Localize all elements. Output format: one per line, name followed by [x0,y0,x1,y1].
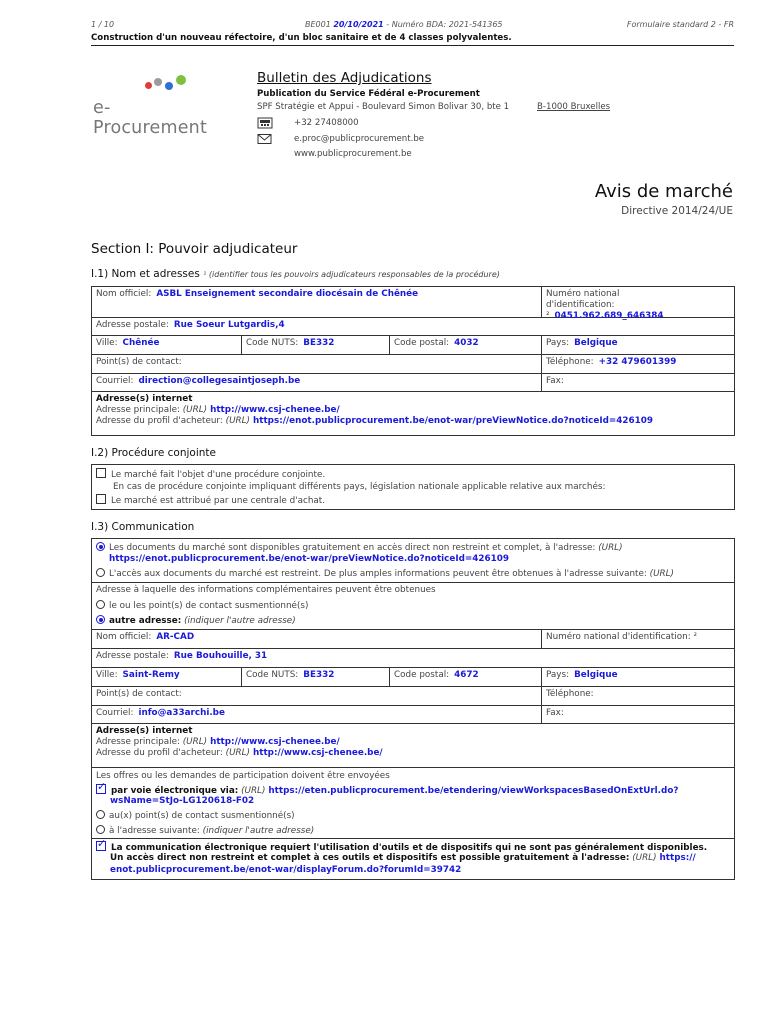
phone-cell: Téléphone: +32 479601399 [542,355,734,374]
electronic-tools-option[interactable]: ✓La communication électronique requiert l'utilisation d'outils et de dispositifs qui ne sont pas généralement disponibles. [96,841,707,853]
postal-address-cell: Adresse postale: Rue Soeur Lutgardis,4 [92,318,734,336]
i3-box [91,538,735,880]
notice-date: 20/10/2021 [333,20,384,29]
i3-heading: I.3) Communication [91,521,195,533]
i3-main-url-link[interactable]: http://www.csj-chenee.be/ [210,737,340,747]
internet-cell: Adresse(s) internet Adresse principale: (URL) http://www.csj-chenee.be/ Adresse du profil d'acheteur: (URL) https://enot.publicprocurement.be/enot-war/preViewNotice.do?noticeId=426109 [96,394,654,426]
radio-selected-icon[interactable] [96,615,105,624]
central-purchase-option[interactable]: Le marché est attribué par une centrale d'achat. [96,494,325,506]
doc-free-option[interactable]: Les documents du marché sont disponibles gratuitement en accès direct non restreint et complet, à l'adresse: (URL) [96,542,623,553]
fax-cell: Fax: [542,374,734,392]
official-name: ASBL Enseignement secondaire diocésain de Chênée [156,289,419,299]
doc-restricted-option[interactable]: L'accès aux documents du marché est restreint. De plus amples informations peuvent être obtenues à l'adresse suivante: (URL) [96,568,674,579]
form-name: Formulaire standard 2 - FR [626,20,734,29]
page-header [91,20,734,29]
contract-title: Construction d'un nouveau réfectoire, d'un bloc sanitaire et de 4 classes polyvalentes. [91,33,734,46]
i3-nuts-cell: Code NUTS: BE332 [242,668,390,687]
checkbox-icon[interactable] [96,494,106,504]
radio-icon[interactable] [96,810,105,819]
i3-city-cell: Ville: Saint-Remy [92,668,242,687]
mail-icon [257,133,273,145]
radio-icon[interactable] [96,600,105,609]
checkbox-checked-icon[interactable] [96,784,106,794]
main-url-link[interactable]: http://www.csj-chenee.be/ [210,405,340,415]
offers-address-option[interactable]: à l'adresse suivante: (indiquer l'autre adresse) [96,825,314,836]
i3-official-name-cell: Nom officiel: AR-CAD [92,629,542,649]
i3-postal-address-cell: Adresse postale: Rue Bouhouille, 31 [92,649,734,668]
joint-procedure-option[interactable]: Le marché fait l'objet d'une procédure conjointe. [96,468,325,480]
info-contact-option[interactable]: le ou les point(s) de contact susmentionné(s) [96,600,308,611]
national-id: 0451.962.689_646384 [554,311,664,321]
city-cell: Ville: Chênée [92,336,242,355]
country-cell: Pays: Belgique [542,336,734,355]
postal-code-cell: Code postal: 4032 [390,336,542,355]
publisher: Publication du Service Fédéral e-Procurement [257,89,480,99]
doc-free-url[interactable]: https://enot.publicprocurement.be/enot-war/preViewNotice.do?noticeId=426109 [109,554,510,564]
i2-heading: I.2) Procédure conjointe [91,447,216,459]
directive: Directive 2014/24/UE [621,205,733,217]
info-other-option[interactable]: autre adresse: (indiquer l'autre adresse) [96,615,296,626]
radio-selected-icon[interactable] [96,542,105,551]
section-title: Section I: Pouvoir adjudicateur [91,241,298,257]
i3-fax-cell: Fax: [542,706,734,724]
email-cell: Courriel: direction@collegesaintjoseph.be [92,374,542,392]
radio-icon[interactable] [96,568,105,577]
offers-label: Les offres ou les demandes de participation doivent être envoyées [96,771,390,781]
checkbox-icon[interactable] [96,468,106,478]
i3-buyer-profile-link[interactable]: http://www.csj-chenee.be/ [253,748,383,758]
nuts-cell: Code NUTS: BE332 [242,336,390,355]
i3-phone-cell: Téléphone: [542,687,734,706]
info-address-label: Adresse à laquelle des informations complémentaires peuvent être obtenues [96,585,436,595]
i1-table [91,286,735,436]
offers-electronic-option[interactable]: ✓par voie électronique via: (URL) https://eten.publicprocurement.be/etendering/viewWorkspacesBasedOnExtUrl.do? [96,784,678,796]
publisher-address: SPF Stratégie et Appui - Boulevard Simon Bolivar 30, bte 1 B-1000 Bruxelles [257,102,611,112]
eprocurement-logo: e-Procurement [93,74,223,124]
notice-title: Avis de marché [594,181,733,202]
electronic-tools-url[interactable]: enot.publicprocurement.be/enot-war/displayForum.do?forumId=39742 [110,865,462,875]
i2-box [91,464,735,510]
national-id-cell: Numéro national d'identification: ² 0451.962.689_646384 [542,287,734,318]
buyer-profile-link[interactable]: https://enot.publicprocurement.be/enot-war/preViewNotice.do?noticeId=426109 [253,416,654,426]
official-name-cell: Nom officiel: ASBL Enseignement secondaire diocésain de Chênée [92,287,542,318]
checkbox-checked-icon[interactable] [96,841,106,851]
radio-icon[interactable] [96,825,105,834]
notice-ref: BE001 20/10/2021 - Numéro BDA: 2021-541365 [305,20,503,29]
i3-internet-cell: Adresse(s) internet Adresse principale: (URL) http://www.csj-chenee.be/ Adresse du profil d'acheteur: (URL) http://www.csj-chenee.be/ [92,724,734,768]
offers-contact-option[interactable]: au(x) point(s) de contact susmentionné(s) [96,810,295,821]
i3-country-cell: Pays: Belgique [542,668,734,687]
i3-email-cell: Courriel: info@a33archi.be [92,706,542,724]
phone-icon [257,117,273,129]
i1-heading: I.1) Nom et adresses ¹ (identifier tous les pouvoirs adjudicateurs responsables de la procédure) [91,268,500,280]
offers-electronic-url[interactable]: wsName=StJo-LG120618-F02 [110,796,255,806]
publisher-city: B-1000 Bruxelles [537,102,611,112]
i3-postal-code-cell: Code postal: 4672 [390,668,542,687]
contact-point-cell: Point(s) de contact: [92,355,542,374]
i3-national-id-cell: Numéro national d'identification: ² [542,629,734,649]
electronic-tools-access: Un accès direct non restreint et complet à ces outils et dispositifs est possible gratuitement à l'adresse: (URL) https:// [110,853,696,863]
bulletin-title: Bulletin des Adjudications [257,70,432,86]
page-number: 1 / 10 [91,20,115,29]
joint-procedure-note: En cas de procédure conjointe impliquant différents pays, législation nationale applicable relative aux marchés: [113,482,606,492]
i3-contact-cell: Point(s) de contact: [92,687,542,706]
